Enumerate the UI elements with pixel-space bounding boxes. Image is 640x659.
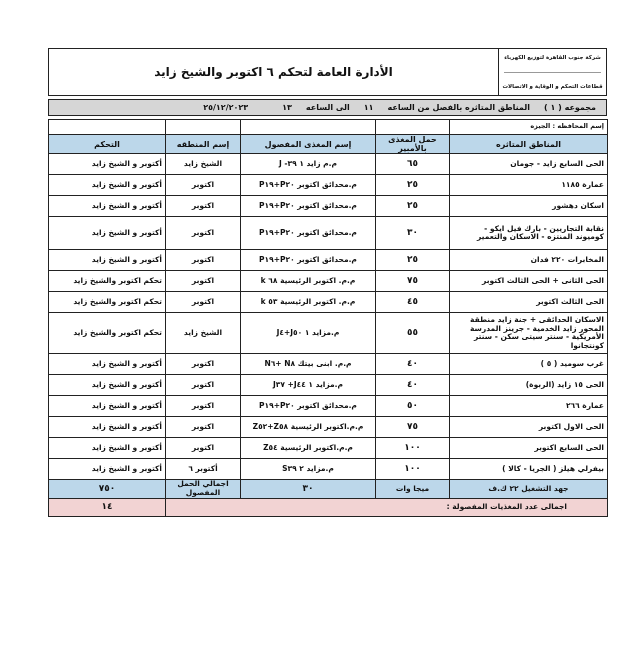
feeder-cell: م.مزايد ١ J٤٤+ J٣٧ <box>241 375 376 396</box>
control-cell: أكتوبر و الشيخ زايد <box>49 417 166 438</box>
document-title: الأدارة العامة لتحكم ٦ اكتوبر والشيخ زايد <box>154 65 393 79</box>
load-cell: ٥٠ <box>376 396 450 417</box>
table-row <box>49 396 608 417</box>
feeder-cell: م.م. اكتوبر الرئيسية ٦٨ k <box>241 271 376 292</box>
table-row <box>49 313 608 354</box>
region-cell: الشيخ زايد <box>166 313 241 354</box>
region-cell: اكتوبر <box>166 417 241 438</box>
col-header-region: إسم المنطقه <box>166 135 241 154</box>
load-cell: ٤٠ <box>376 354 450 375</box>
region-cell: اكتوبر <box>166 292 241 313</box>
control-cell: أكتوبر و الشيخ زايد <box>49 438 166 459</box>
area-cell: بيفرلي هيلز ( الجريا - كالا ) <box>450 459 608 480</box>
load-cell: ٤٠ <box>376 375 450 396</box>
col-header-feeder: إسم المغذى المفصول <box>241 135 376 154</box>
load-cell: ١٠٠ <box>376 459 450 480</box>
area-cell: عمارة ١١٨٥ <box>450 175 608 196</box>
province-label: إسم المحافظه : الجيزه <box>450 120 608 135</box>
feeder-cell: م.م.اكتوبر الرئيسية Z٥٤ <box>241 438 376 459</box>
control-cell: تحكم اكتوبر والشيخ زايد <box>49 313 166 354</box>
control-cell: تحكم اكتوبر والشيخ زايد <box>49 271 166 292</box>
area-cell: المخابرات ٢٢٠ فدان <box>450 250 608 271</box>
load-cell: ٦٥ <box>376 154 450 175</box>
feeder-cell: م.م. اكتوبر الرئيسية ٥٣ k <box>241 292 376 313</box>
total-load-value: ٧٥٠ <box>49 480 166 498</box>
empty-cell <box>49 120 166 135</box>
control-cell: أكتوبر و الشيخ زايد <box>49 175 166 196</box>
feeder-cell: م.محدائق اكتوبر P٢٠+P١٩ <box>241 396 376 417</box>
feeder-cell: م.محدائق اكتوبر P٢٠+P١٩ <box>241 217 376 250</box>
unit-label: ميجا وات <box>376 480 450 498</box>
control-cell: أكتوبر و الشيخ زايد <box>49 154 166 175</box>
table-row <box>49 438 608 459</box>
feeder-count-value: ١٤ <box>49 498 166 516</box>
area-cell: اسكان دهشور <box>450 196 608 217</box>
table-row <box>49 271 608 292</box>
feeder-cell: م.م زايد ١ ٣٩- J <box>241 154 376 175</box>
table-row <box>49 292 608 313</box>
table-row <box>49 175 608 196</box>
document-header <box>48 48 607 96</box>
table-row <box>49 250 608 271</box>
table-row <box>49 459 608 480</box>
region-cell: اكتوبر <box>166 196 241 217</box>
region-cell: اكتوبر <box>166 217 241 250</box>
load-cell: ٢٥ <box>376 250 450 271</box>
load-cell: ٣٠ <box>376 217 450 250</box>
to-hour: ١٣ <box>282 103 292 112</box>
province-row <box>49 120 608 135</box>
table-row <box>49 196 608 217</box>
total-load-label: اجمالي الحمل المفصول <box>166 480 241 498</box>
outage-text: المناطق المتاثره بالفصل من الساعه <box>387 103 531 112</box>
table-row <box>49 417 608 438</box>
feeder-count-row <box>49 498 608 516</box>
divider <box>504 72 600 73</box>
control-cell: أكتوبر و الشيخ زايد <box>49 375 166 396</box>
region-cell: اكتوبر <box>166 271 241 292</box>
area-cell: نقابة التجاريين - بارك فيل ايكو - كوميوند المنتزه - الاسكان والتعمير <box>450 217 608 250</box>
control-cell: أكتوبر و الشيخ زايد <box>49 250 166 271</box>
col-header-control: التحكم <box>49 135 166 154</box>
to-label: الى الساعه <box>305 103 350 112</box>
column-header-row <box>49 135 608 154</box>
empty-cell <box>166 120 241 135</box>
area-cell: الحى الثالث اكتوبر <box>450 292 608 313</box>
area-cell: الاسكان الحدائقى + جنة زايد منطقة المحور زايد الخدمية - جرينز المدرسة الأمريكية - سنتر سيتى سكن - سنتر كونتجانوا <box>450 313 608 354</box>
total-mw: ٣٠ <box>241 480 376 498</box>
load-cell: ٧٥ <box>376 417 450 438</box>
company-logo-box <box>498 49 606 95</box>
empty-cell <box>376 120 450 135</box>
feeder-cell: م.محدائق اكتوبر P٢٠+P١٩ <box>241 250 376 271</box>
area-cell: الحى ١٥ زايد (الربوة) <box>450 375 608 396</box>
control-cell: أكتوبر و الشيخ زايد <box>49 196 166 217</box>
table-row <box>49 375 608 396</box>
load-cell: ٢٥ <box>376 175 450 196</box>
control-cell: أكتوبر و الشيخ زايد <box>49 217 166 250</box>
region-cell: اكتوبر <box>166 375 241 396</box>
from-hour: ١١ <box>363 103 374 112</box>
outage-date: ٢٥/١٢/٢٠٢٣ <box>203 103 249 112</box>
feeder-count-label: اجمالى عدد المغذيات المفصولة : <box>166 498 608 516</box>
area-cell: غرب سوميد ( ٥ ) <box>450 354 608 375</box>
feeder-cell: م.م.اكتوبر الرئيسية Z٥٨+Z٥٢ <box>241 417 376 438</box>
control-cell: أكتوبر و الشيخ زايد <box>49 396 166 417</box>
area-cell: الحى السابع زايد - جومان <box>450 154 608 175</box>
area-cell: عمارة ٢٦٦ <box>450 396 608 417</box>
region-cell: الشيخ زايد <box>166 154 241 175</box>
region-cell: اكتوبر <box>166 396 241 417</box>
area-cell: الحى الثانى + الحى الثالث اكتوبر <box>450 271 608 292</box>
region-cell: اكتوبر <box>166 250 241 271</box>
totals-row <box>49 480 608 498</box>
feeder-cell: م.مزايد ١ J٥٠+J٤ <box>241 313 376 354</box>
table-row <box>49 217 608 250</box>
control-cell: أكتوبر و الشيخ زايد <box>49 354 166 375</box>
document-sheet <box>48 48 607 517</box>
company-sector: قطاعات التحكم و الوقاية و الاتصالات <box>502 83 603 90</box>
region-cell: أكتوبر ٦ <box>166 459 241 480</box>
empty-cell <box>241 120 376 135</box>
voltage-label: جهد التشغيل ٢٢ ك.ف <box>450 480 608 498</box>
table-row <box>49 354 608 375</box>
region-cell: اكتوبر <box>166 175 241 196</box>
control-cell: تحكم اكتوبر والشيخ زايد <box>49 292 166 313</box>
feeder-cell: م.محدائق اكتوبر P٢٠+P١٩ <box>241 196 376 217</box>
region-cell: اكتوبر <box>166 354 241 375</box>
load-cell: ٤٥ <box>376 292 450 313</box>
feeder-cell: م.م. ابنى بيتك N٨ +N٦ <box>241 354 376 375</box>
col-header-area: المناطق المتاثره <box>450 135 608 154</box>
region-cell: اكتوبر <box>166 438 241 459</box>
load-cell: ٧٥ <box>376 271 450 292</box>
company-name: شركة جنوب القاهرة لتوزيع الكهرباء <box>504 54 601 61</box>
load-cell: ٢٥ <box>376 196 450 217</box>
group-number: مجموعه ( ١ ) <box>544 103 596 112</box>
feeder-cell: م.مزايد ٢ S٣٩ <box>241 459 376 480</box>
group-schedule-line <box>48 99 607 116</box>
table-row <box>49 154 608 175</box>
outage-table <box>48 119 608 517</box>
load-cell: ٥٥ <box>376 313 450 354</box>
control-cell: أكتوبر و الشيخ زايد <box>49 459 166 480</box>
load-cell: ١٠٠ <box>376 438 450 459</box>
area-cell: الحى الاول اكتوبر <box>450 417 608 438</box>
col-header-load: حمل المغذى بالأمبير <box>376 135 450 154</box>
table-body <box>49 154 608 480</box>
feeder-cell: م.محدائق اكتوبر P٢٠+P١٩ <box>241 175 376 196</box>
area-cell: الحى السابع اكتوبر <box>450 438 608 459</box>
